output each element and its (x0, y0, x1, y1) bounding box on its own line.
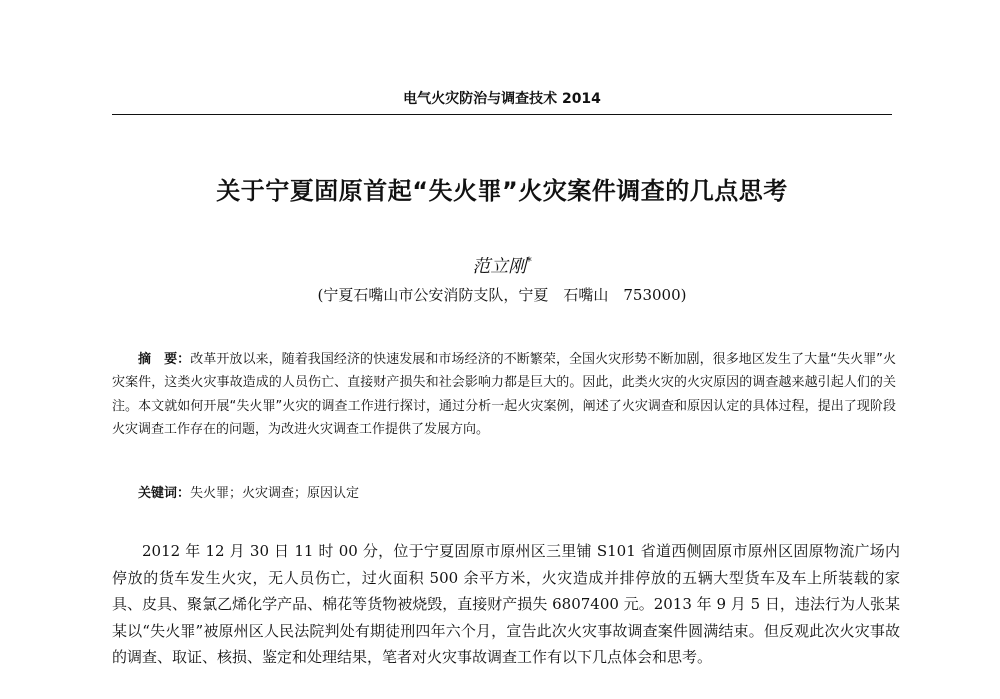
keywords-text: 失火罪；火灾调查；原因认定 (190, 486, 360, 501)
author-name: 范立刚 (472, 256, 527, 277)
abstract (112, 348, 896, 442)
author-footnote-mark: * (526, 255, 532, 268)
abstract-text: 改革开放以来，随着我国经济的快速发展和市场经济的不断繁荣，全国火灾形势不断加剧，很多地区发生了大量“失火罪”火灾案件，这类火灾事故造成的人员伤亡、直接财产损失和社会影响力都是巨大的。因此，此类火灾的火灾原因的调查越来越引起人们的关注。本文就如何开展“失火罪”火灾的调查工作进行探讨，通过分析一起火灾案例，阐述了火灾调查和原因认定的具体过程，提出了现阶段火灾调查工作存在的问题，为改进火灾调查工作提供了发展方向。 (112, 352, 896, 438)
running-header: 电气火灾防治与调查技术 2014 (403, 91, 601, 107)
body-paragraph: 2012 年 12 月 30 日 11 时 00 分，位于宁夏固原市原州区三里铺 S101 省道西侧固原市原州区固原物流广场内停放的货车发生火灾，无人员伤亡，过火面积 500 余平方米，火灾造成并排停放的五辆大型货车及车上所装载的家具、皮具、聚氯乙烯化学产品、棉花等货物被烧毁，直接财产损失 6807400 元。2013 年 9 月 5 日，违法行为人张某某以“失火罪”被原州区人民法院判处有期徒刑四年六个月，宣告此次火灾事故调查案件圆满结束。但反观此次火灾事故的调查、取证、核损、鉴定和处理结果，笔者对火灾事故调查工作有以下几点体会和思考。 (112, 542, 900, 666)
keywords (112, 482, 896, 501)
paper-title: 关于宁夏固原首起“失火罪”火灾案件调查的几点思考 (216, 177, 788, 205)
keywords-label: 关键词： (138, 486, 191, 501)
author-line (112, 252, 892, 278)
abstract-label: 摘 要： (138, 352, 191, 367)
affiliation: (宁夏石嘴山市公安消防支队，宁夏 石嘴山 753000) (317, 286, 687, 304)
header-divider (112, 114, 892, 115)
